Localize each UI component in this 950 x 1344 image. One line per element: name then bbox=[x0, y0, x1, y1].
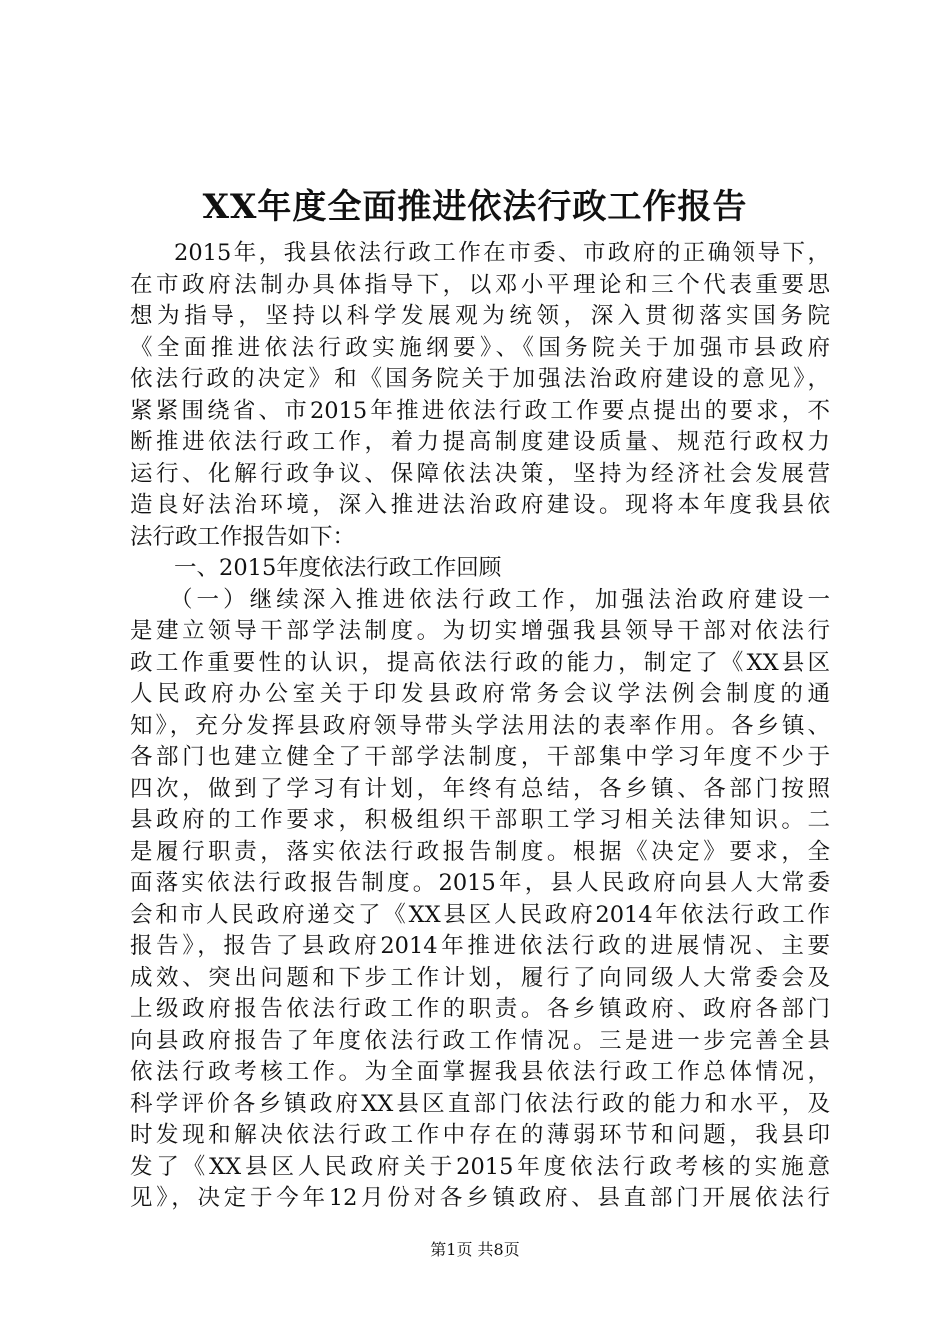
body-line: 政工作重要性的认识，提高依法行政的能力，制定了《XX县区 bbox=[130, 649, 830, 676]
body-line: 见》，决定于今年12月份对各乡镇政府、县直部门开展依法行 bbox=[130, 1185, 830, 1211]
document-title: XX年度全面推进依法行政工作报告 bbox=[202, 187, 748, 227]
body-line: 在市政府法制办具体指导下，以邓小平理论和三个代表重要思 bbox=[130, 271, 830, 298]
body-line: 向县政府报告了年度依法行政工作情况。三是进一步完善全县 bbox=[130, 1027, 830, 1054]
body-line: 各部门也建立健全了干部学法制度，干部集中学习年度不少于 bbox=[130, 744, 830, 770]
body-line: 2015年，我县依法行政工作在市委、市政府的正确领导下， bbox=[174, 240, 830, 266]
body-line: 法行政工作报告如下： bbox=[130, 523, 356, 550]
body-line: 运行、化解行政争议、保障依法决策，坚持为经济社会发展营 bbox=[130, 460, 830, 487]
body-line: 上级政府报告依法行政工作的职责。各乡镇政府、政府各部门 bbox=[130, 996, 830, 1022]
body-line: 依法行政的决定》和《国务院关于加强法治政府建设的意见》， bbox=[130, 366, 830, 392]
body-line: 人民政府办公室关于印发县政府常务会议学法例会制度的通 bbox=[130, 681, 830, 707]
body-line: 《全面推进依法行政实施纲要》、《国务院关于加强市县政府 bbox=[130, 334, 830, 361]
body-line: 县政府的工作要求，积极组织干部职工学习相关法律知识。二 bbox=[130, 807, 830, 833]
body-line: 时发现和解决依法行政工作中存在的薄弱环节和问题，我县印 bbox=[130, 1122, 830, 1148]
document-body bbox=[130, 238, 830, 1215]
body-line: 成效、突出问题和下步工作计划，履行了向同级人大常委会及 bbox=[130, 964, 830, 991]
section-heading: 一、2015年度依法行政工作回顾 bbox=[174, 555, 502, 581]
body-line: 知》，充分发挥县政府领导带头学法用法的表率作用。各乡镇、 bbox=[130, 712, 830, 739]
body-line: 发了《XX县区人民政府关于2015年度依法行政考核的实施意 bbox=[130, 1153, 830, 1180]
body-line: 会和市人民政府递交了《XX县区人民政府2014年依法行政工作 bbox=[130, 901, 830, 928]
subsection-heading: （一）继续深入推进依法行政工作，加强法治政府建设一 bbox=[170, 586, 830, 613]
body-line: 断推进依法行政工作，着力提高制度建设质量、规范行政权力 bbox=[130, 429, 830, 455]
page-number: 第1页 共8页 bbox=[430, 1240, 520, 1259]
body-line: 是建立领导干部学法制度。为切实增强我县领导干部对依法行 bbox=[130, 618, 830, 644]
body-line: 是履行职责，落实依法行政报告制度。根据《决定》要求，全 bbox=[130, 838, 830, 865]
body-line: 依法行政考核工作。为全面掌握我县依法行政工作总体情况， bbox=[130, 1059, 830, 1085]
body-line: 想为指导，坚持以科学发展观为统领，深入贯彻落实国务院 bbox=[130, 303, 830, 329]
body-line: 紧紧围绕省、市2015年推进依法行政工作要点提出的要求，不 bbox=[130, 397, 830, 424]
body-line: 四次，做到了学习有计划，年终有总结，各乡镇、各部门按照 bbox=[130, 775, 830, 802]
body-line: 造良好法治环境，深入推进法治政府建设。现将本年度我县依 bbox=[130, 492, 830, 518]
body-line: 科学评价各乡镇政府XX县区直部门依法行政的能力和水平，及 bbox=[130, 1090, 830, 1117]
page-footer bbox=[0, 1239, 950, 1261]
body-line: 报告》，报告了县政府2014年推进依法行政的进展情况、主要 bbox=[130, 933, 830, 959]
body-line: 面落实依法行政报告制度。2015年，县人民政府向县人大常委 bbox=[130, 870, 830, 896]
